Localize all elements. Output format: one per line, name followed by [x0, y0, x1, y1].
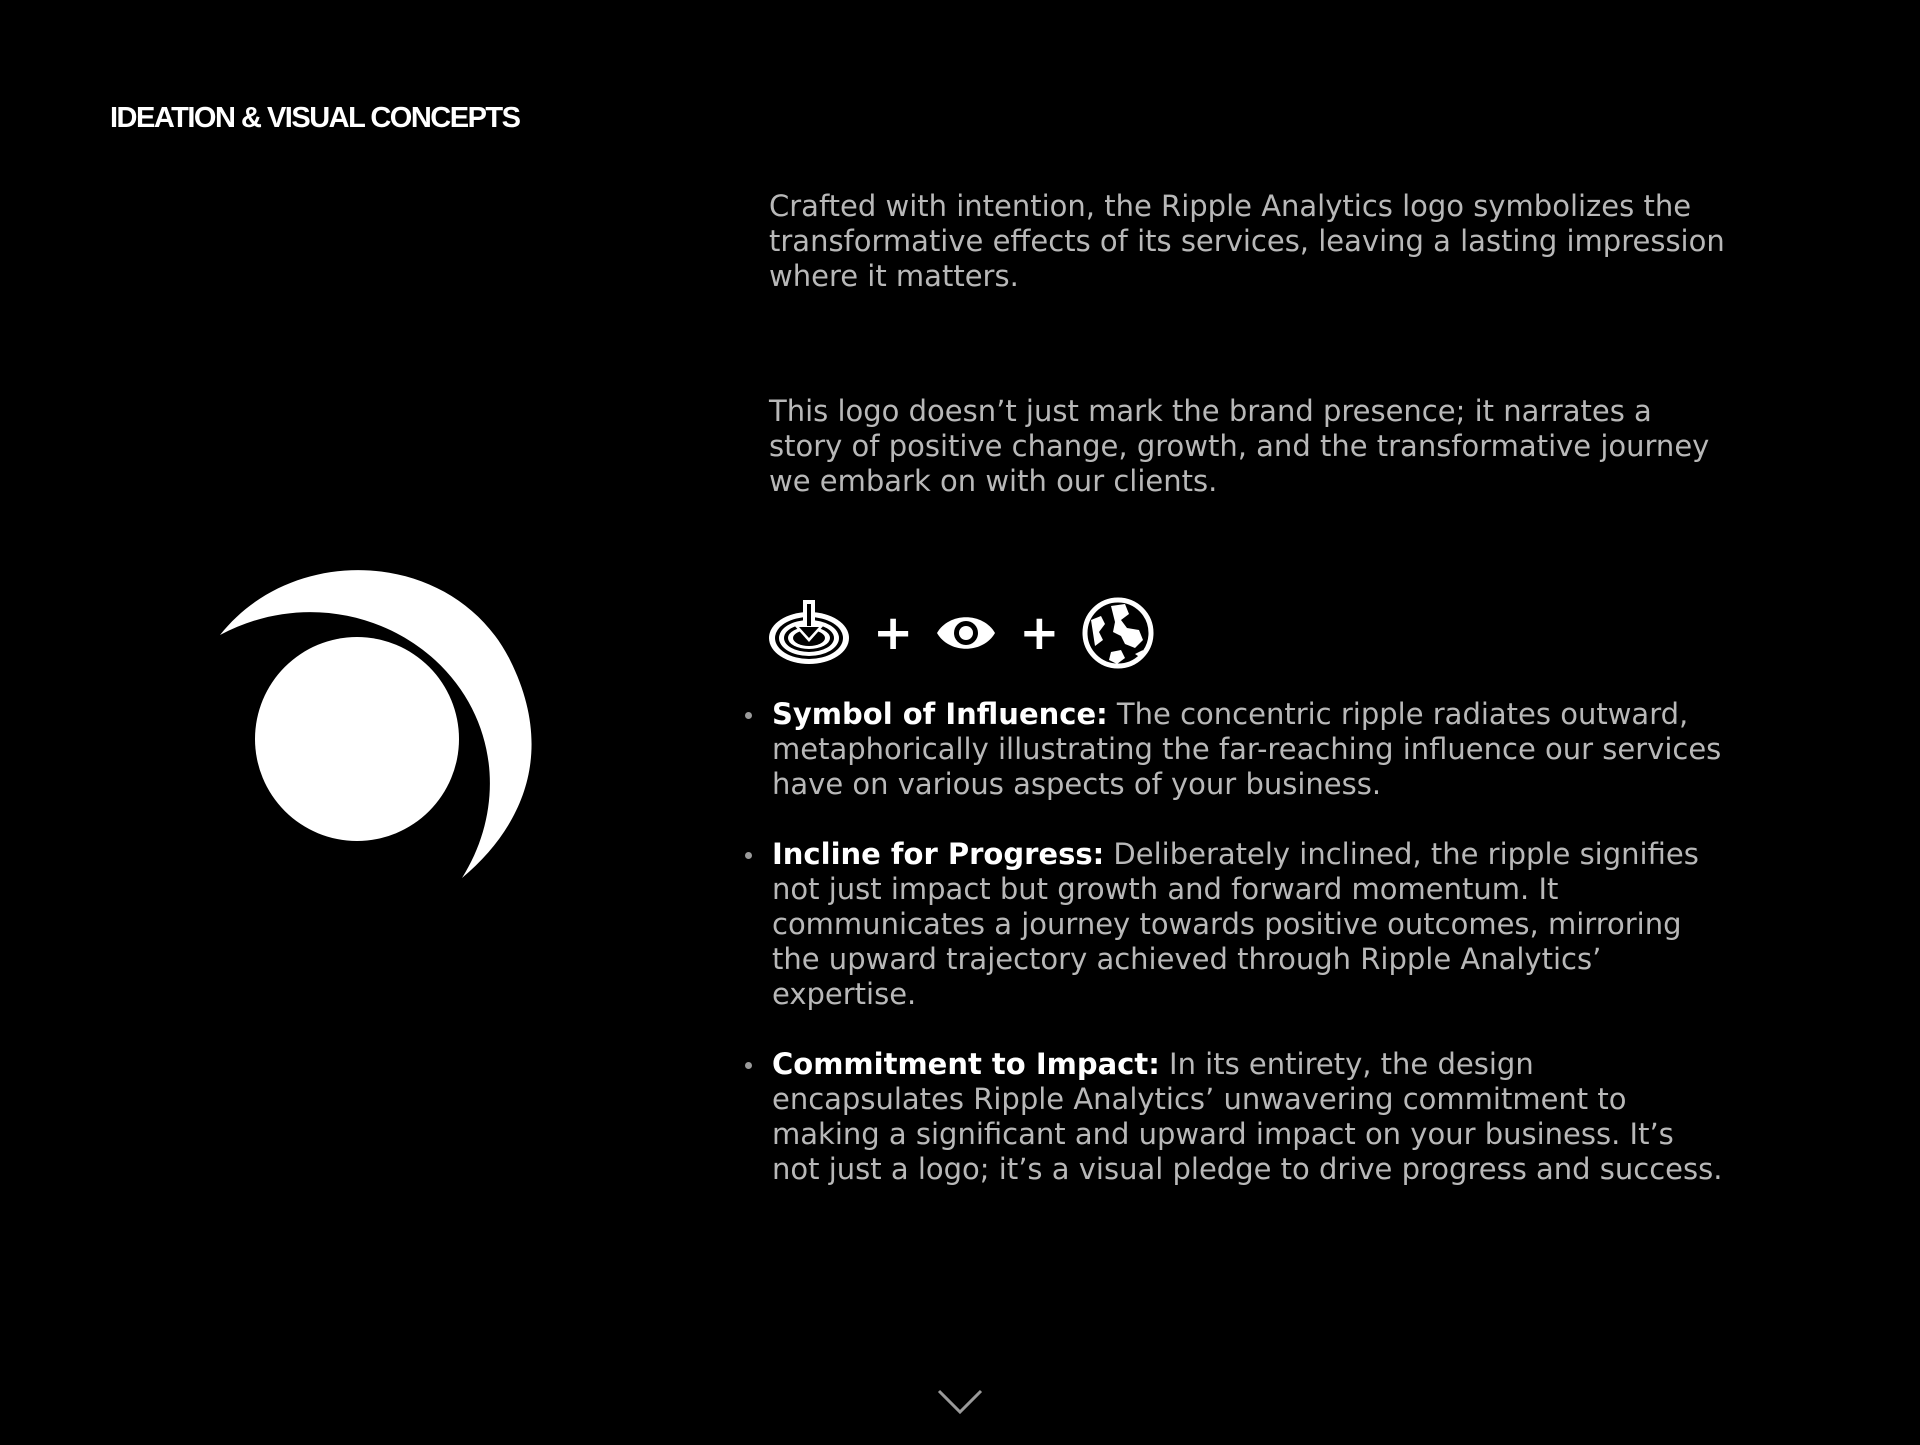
- globe-icon: [1081, 596, 1155, 670]
- intro-paragraph-1: Crafted with intention, the Ripple Analytics logo symbolizes the transformative effects of its services, leaving a lasting impression where it matters.: [769, 189, 1725, 293]
- bullet-dot: [745, 852, 752, 859]
- list-item: [740, 697, 1730, 802]
- point-term: Commitment to Impact:: [772, 1047, 1160, 1081]
- page-title: IDEATION & VISUAL CONCEPTS: [110, 102, 520, 134]
- bullet-dot: [745, 1062, 752, 1069]
- point-text: The concentric ripple radiates outward, metaphorically illustrating the far-reaching influence our services have on various aspects of your business.: [772, 697, 1722, 801]
- list-item: [740, 1047, 1730, 1187]
- plus-operator: +: [1019, 605, 1060, 661]
- concept-formula: [767, 596, 1155, 670]
- point-term: Symbol of Influence:: [772, 697, 1108, 731]
- concept-points-list: [740, 697, 1730, 1222]
- ripple-logo-mark: [200, 560, 540, 890]
- point-text: In its entirety, the design encapsulates Ripple Analytics’ unwavering commitment to making a significant and upward impact on your business. It’s not just a logo; it’s a visual pledge to drive progress and success.: [772, 1047, 1723, 1186]
- intro-paragraph-2: This logo doesn’t just mark the brand presence; it narrates a story of positive change, growth, and the transformative journey we embark on with our clients.: [769, 394, 1710, 498]
- point-text: Deliberately inclined, the ripple signifies not just impact but growth and forward momentum. It communicates a journey towards positive outcomes, mirroring the upward trajectory achieved through Ripple Analytics’ expertise.: [772, 837, 1699, 1011]
- ripple-drop-icon: [767, 598, 851, 668]
- logo-core-circle: [255, 637, 459, 841]
- list-item: [740, 837, 1730, 1012]
- point-term: Incline for Progress:: [772, 837, 1105, 871]
- plus-operator: +: [873, 605, 914, 661]
- eye-icon: [935, 610, 997, 656]
- chevron-down-icon[interactable]: [937, 1388, 983, 1416]
- bullet-dot: [745, 712, 752, 719]
